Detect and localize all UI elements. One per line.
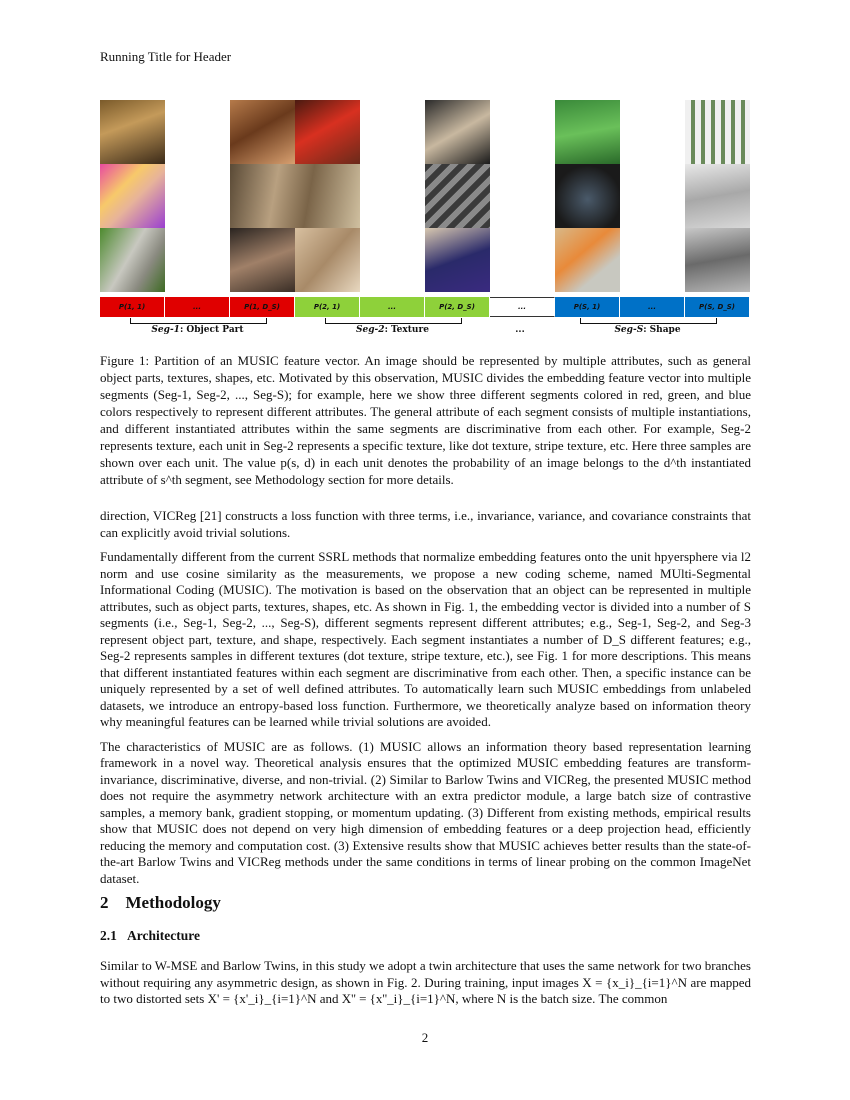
bicycle-chain-photo [425,100,490,164]
cell-p-2-1: P(2, 1) [295,297,360,317]
body-text [100,508,751,895]
leopard-lying-photo [230,164,360,228]
cell-seg1-dots: ... [165,297,230,317]
page-number: 2 [421,1030,429,1045]
feature-vector [100,297,750,317]
subsection-heading: 2.1 Architecture [100,928,200,943]
paragraph: Fundamentally different from the current SSRL methods that normalize embedding features onto the unit hpyersphere via l2 norm and use cosine similarity as the measurements, we propose a new coding scheme, named MUlti-Segmental Informational Coding (MUSIC). The motivation is based on the observation that an object can be represented in multiple attributes, such as object parts, textures, shapes, etc. As shown in Fig. 1, the embedding vector is divided into a number of S segments (i.e., Seg-1, Seg-2, ..., Seg-S), different segments represent different attributes; e.g., Seg-1, Seg-2, and Seg-3 represent object part, texture, and shape, respectively. Each segment instantiates a number of D_S different features; e.g., Seg-2 represents samples in different textures (dot texture, stripe texture, etc.), see Fig. 1 for more descriptions. This means that different instantiated features within each segment are discriminative from each other. Then, a specific instance can be uniquely represented by a set of well defined attributes. To automatically learn such MUSIC embeddings from unlabeled datasets, we introduce an entropy-based loss function. Furthermore, we theoretically analyze based on information theory why meaningful features can be learned while trivial solutions are avoided. [100,549,751,729]
soup-bowls-photo [555,228,620,292]
cell-middle-dots: ... [490,297,555,317]
building-photo [685,164,750,228]
segs-label: Seg-S: Shape [614,325,681,335]
structure-photo [685,228,750,292]
cat-face-photo [555,164,620,228]
woman-colorful-hair-photo [100,164,165,228]
woman-red-dress-photo [295,100,360,164]
seg1-label: Seg-1: Object Part [151,325,244,335]
figure-1 [100,100,750,340]
section-heading: 2 Methodology [100,893,221,912]
cell-segs-dots: ... [620,297,685,317]
cell-p-s-1: P(S, 1) [555,297,620,317]
cell-p-1-1: P(1, 1) [100,297,165,317]
middle-dots: ... [515,325,525,335]
cell-p-s-ds: P(S, D_S) [685,297,750,317]
seg2-bracket [325,318,462,324]
cell-seg2-dots: ... [360,297,425,317]
fur-texture-photo [295,228,360,292]
people-arms-photo [230,100,295,164]
seg1-bracket [130,318,267,324]
paragraph: direction, VICReg [21] constructs a loss function with three terms, i.e., invariance, variance, and covariance constraints that can explicitly avoid trivial solutions. [100,508,751,540]
running-title: Running Title for Header [100,49,232,64]
robot-toy-photo [100,100,165,164]
cell-p-1-ds: P(1, D_S) [230,297,295,317]
snow-leopard-photo [100,228,165,292]
seg2-label: Seg-2: Texture [356,325,429,335]
figure-caption: Figure 1: Partition of an MUSIC feature vector. An image should be represented by multiple attributes, such as general object parts, textures, shapes, etc. Motivated by this observation, MUSIC divides the embedding feature vector into multiple segments (Seg-1, Seg-2, ..., Seg-S); for example, here we show three different segments colored in red, green, and blue colors respectively to represent different attributes. The general attribute of each segment consists of multiple instantiations, and different instantiated attributes within the same segments are discriminative from each other. For example, Seg-2 represents texture, each unit in Seg-2 represents a specific texture, like dot texture, stripe texture, etc. Here three samples are shown over each unit. The value p(s, d) in each unit denotes the probability of an image belongs to the d^th instantiated attribute of s^th segment, see Methodology section for more details. [100,353,751,487]
legs-photo [230,228,295,292]
segs-bracket [580,318,717,324]
architecture-paragraph: Similar to W-MSE and Barlow Twins, in this study we adopt a twin architecture that uses the same network for two branches without requiring any asymmetric design, as shown in Fig. 2. During training, input images X = {x_i}_{i=1}^N are mapped to two distorted sets X' = {x'_i}_{i=1}^N and X'' = {x''_i}_{i=1}^N, where N is the batch size. The common [100,958,751,1006]
woman-shawl-photo [425,228,490,292]
fence-photo [685,100,750,164]
soccer-ball-grass-photo [555,100,620,164]
striped-sock-photo [425,164,490,228]
cell-p-2-ds: P(2, D_S) [425,297,490,317]
paragraph: The characteristics of MUSIC are as follows. (1) MUSIC allows an information theory based representation learning framework in a novel way. Theoretical analysis ensures that the optimized MUSIC embedding features are transform-invariance, discriminative, diverse, and non-trivial. (2) Similar to Barlow Twins and VICReg, the presented MUSIC method does not require the asymmetry network architecture with an extra predictor module, a large batch size of contrastive samples, a memory bank, gradient stopping, or momentum updating. (3) Different from existing methods, empirical results show that MUSIC does not depend on very high dimension of embedding features or a deep projection head, efficiently reducing the memory and computation cost. (3) Extensive results show that MUSIC achieves better results than the state-of-the-art Barlow Twins and VICReg methods under the same conditions in terms of linear probing on the common ImageNet dataset. [100,738,751,886]
